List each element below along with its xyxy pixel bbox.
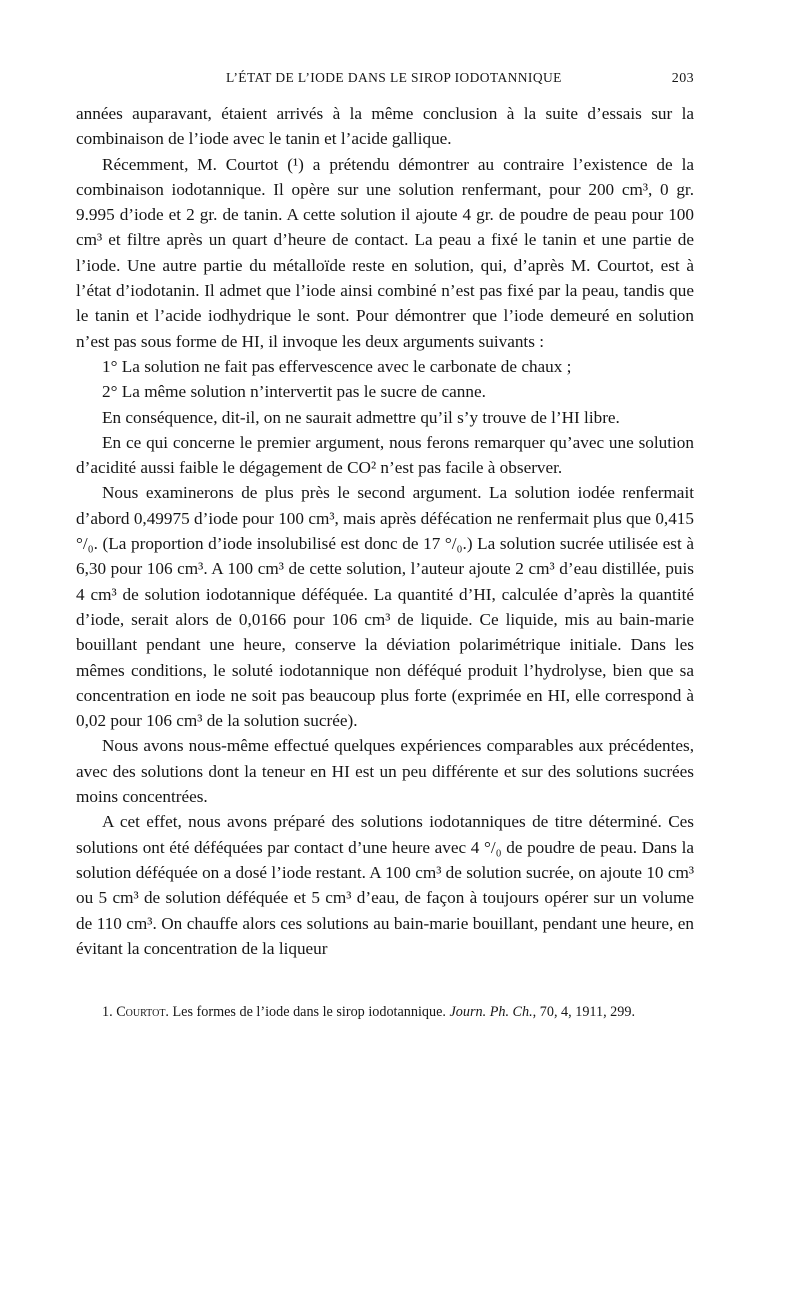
running-title: L’ÉTAT DE L’IODE DANS LE SIROP IODOTANNIQUE: [226, 70, 562, 85]
paragraph-6: En ce qui concerne le premier argument, nous ferons remarquer qu’avec une solution d’acidité aussi faible le dégagement de CO² n’est pas facile à observer.: [76, 432, 694, 478]
footnote: [76, 1001, 694, 1023]
page-number: 203: [671, 71, 694, 86]
paragraph-7: Nous examinerons de plus près le second argument. La solution iodée renfermait d’abord 0,49975 d’iode pour 100 cm³, mais après défécation ne renfermait plus que 0,415 °/₀. (La proportion d’iode insolubilisé est donc de 17 °/₀.) La solution sucrée utilisée est à 6,30 pour 106 cm³. A 100 cm³ de cette solution, l’auteur ajoute 2 cm³ d’eau distillée, puis 4 cm³ de solution iodotannique déféquée. La quantité d’HI, calculée d’après la quantité d’iode, serait alors de 0,0166 pour 106 cm³ de liquide. Ce liquide, mis au bain-marie bouillant pendant une heure, conserve la déviation polarimétrique initiale. Dans les mêmes conditions, le soluté iodotannique non déféqué produit l’hydrolyse, bien que sa concentration en iode ne soit pas beaucoup plus forte (exprimée en HI, elle correspond à 0,02 pour 106 cm³ de la solution sucrée).: [76, 483, 694, 731]
footnote-ref: , 70, 4, 1911, 299.: [532, 1004, 635, 1021]
running-header: [76, 70, 694, 87]
paragraph-1: années auparavant, étaient arrivés à la même conclusion à la suite d’essais sur la combinaison de l’iode avec le tanin et l’acide gallique.: [76, 104, 694, 149]
paragraph-3: 1° La solution ne fait pas effervescence avec le carbonate de chaux ;: [102, 356, 572, 376]
paragraph-2: Récemment, M. Courtot (¹) a prétendu démontrer au contraire l’existence de la combinaison iodotannique. Il opère sur une solution renfermant, pour 200 cm³, 0 gr. 9.995 d’iode et 2 gr. de tanin. A cette solution il ajoute 4 gr. de poudre de peau pour 100 cm³ et filtre après un quart d’heure de contact. La peau a fixé le tanin et une partie de l’iode. Une autre partie du métalloïde reste en solution, qui, d’après M. Courtot, est à l’état d’iodotanin. Il admet que l’iode ainsi combiné n’est pas fixé par la peau, tandis que le tanin et l’acide iodhydrique le sont. Pour démontrer que l’iode demeuré en solution n’est pas sous forme de HI, il invoque les deux arguments suivants :: [76, 154, 694, 351]
paragraph-9: A cet effet, nous avons préparé des solutions iodotanniques de titre déterminé. Ces solutions ont été déféquées par contact d’une heure avec 4 °/₀ de poudre de peau. Dans la solution déféquée on a dosé l’iode restant. A 100 cm³ de solution sucrée, on ajoute 10 cm³ ou 5 cm³ de solution déféquée et 5 cm³ d’eau, de façon à toujours opérer sur un volume de 110 cm³. On chauffe alors ces solutions au bain-marie bouillant, pendant une heure, en évitant la concentration de la liqueur: [76, 812, 694, 958]
paragraph-4: 2° La même solution n’intervertit pas le sucre de canne.: [102, 382, 486, 402]
footnote-author: Courtot.: [116, 1004, 169, 1021]
document-page: [76, 70, 694, 1023]
footnote-text: Les formes de l’iode dans le sirop iodotannique.: [168, 1004, 450, 1021]
paragraph-5: En conséquence, dit-il, on ne saurait admettre qu’il s’y trouve de l’HI libre.: [102, 407, 620, 427]
footnote-marker: 1.: [102, 1004, 113, 1021]
paragraph-8: Nous avons nous-même effectué quelques expériences comparables aux précédentes, avec des solutions dont la teneur en HI est un peu différente et sur des solutions sucrées moins concentrées.: [76, 736, 694, 807]
footnote-journal: Journ. Ph. Ch.: [449, 1004, 533, 1021]
